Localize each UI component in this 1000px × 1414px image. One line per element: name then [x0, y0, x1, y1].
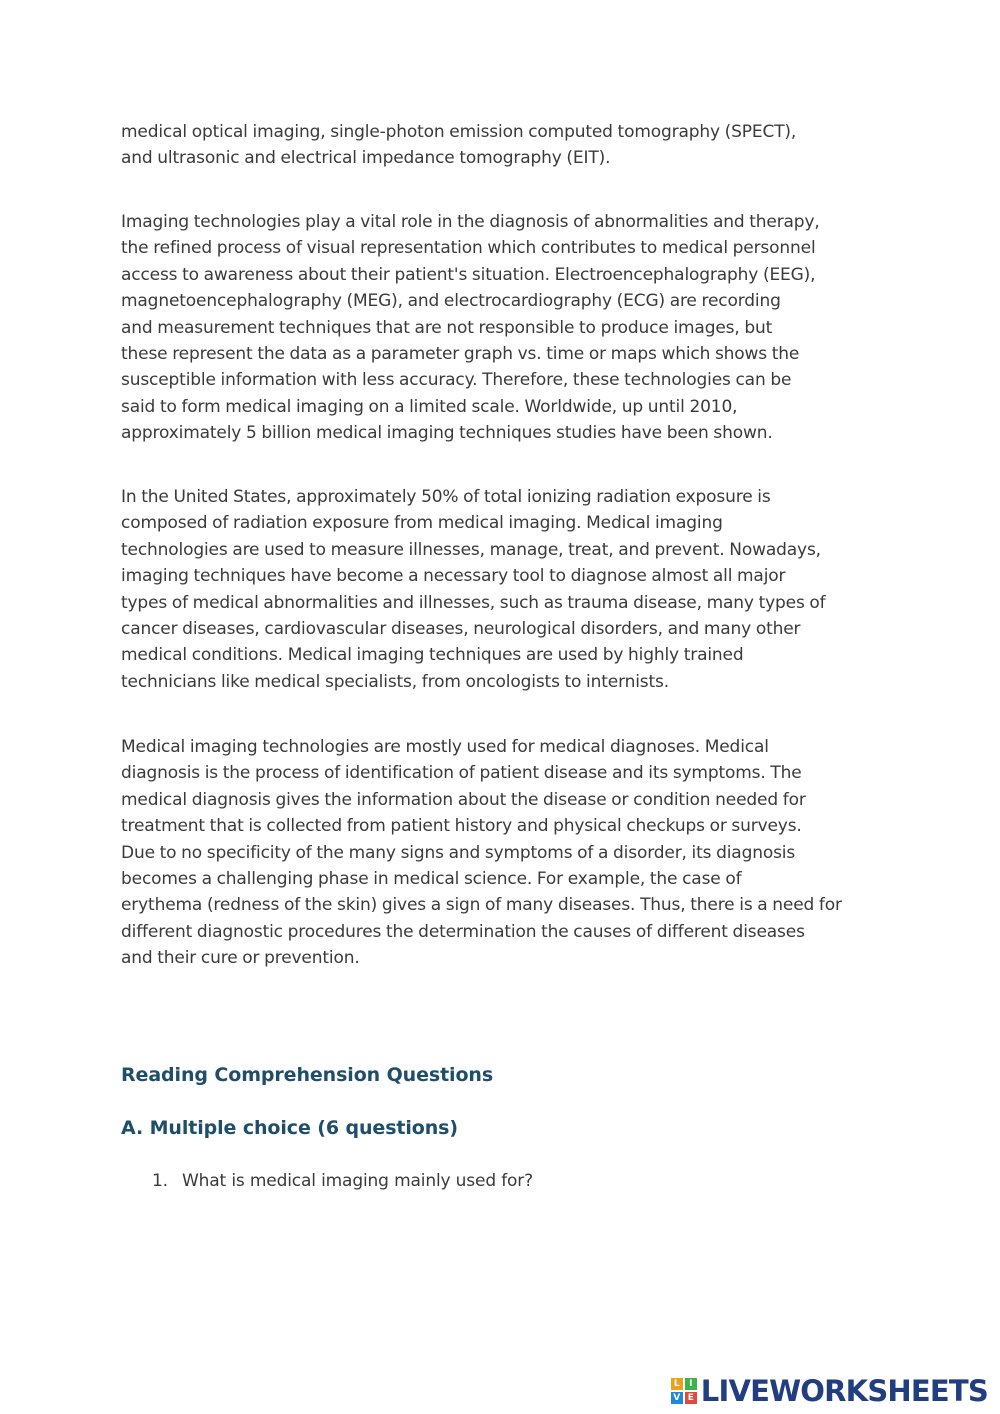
text-line: cancer diseases, cardiovascular diseases, neurological disorders, and many other: [121, 619, 801, 640]
paragraph-imaging-modalities: [121, 119, 891, 172]
text-line: Imaging technologies play a vital role in the diagnosis of abnormalities and therapy,: [121, 212, 820, 232]
text-line: the refined process of visual representation which contributes to medical personnel: [121, 238, 816, 259]
text-line: composed of radiation exposure from medical imaging. Medical imaging: [121, 513, 723, 534]
logo-block-e: E: [685, 1392, 697, 1404]
text-line: access to awareness about their patient's situation. Electroencephalography (EEG),: [121, 264, 816, 285]
text-line: imaging techniques have become a necessary tool to diagnose almost all major: [121, 566, 786, 587]
text-line: technicians like medical specialists, from oncologists to internists.: [121, 671, 669, 692]
text-line: and their cure or prevention.: [121, 948, 360, 969]
text-line: and ultrasonic and electrical impedance tomography (EIT).: [121, 148, 611, 169]
question-number: 1.: [152, 1171, 168, 1191]
subsection-heading: A. Multiple choice (6 questions): [121, 1117, 458, 1139]
text-line: and measurement techniques that are not responsible to produce images, but: [121, 317, 773, 338]
text-line: In the United States, approximately 50% of total ionizing radiation exposure is: [121, 487, 771, 507]
text-line: technologies are used to measure illnesses, manage, treat, and prevent. Nowadays,: [121, 539, 821, 560]
logo-block-l: L: [671, 1378, 683, 1390]
text-line: medical conditions. Medical imaging techniques are used by highly trained: [121, 645, 744, 666]
text-line: diagnosis is the process of identification of patient disease and its symptoms. The: [121, 763, 802, 784]
logo-blocks: [671, 1378, 697, 1404]
text-line: treatment that is collected from patient history and physical checkups or surveys.: [121, 816, 802, 837]
text-line: erythema (redness of the skin) gives a sign of many diseases. Thus, there is a need for: [121, 895, 842, 916]
text-line: different diagnostic procedures the determination the causes of different diseases: [121, 921, 805, 942]
text-line: said to form medical imaging on a limited scale. Worldwide, up until 2010,: [121, 396, 738, 417]
text-line: medical diagnosis gives the information about the disease or condition needed for: [121, 789, 806, 810]
text-line: types of medical abnormalities and illnesses, such as trauma disease, many types of: [121, 592, 826, 613]
logo-block-i: I: [685, 1378, 697, 1390]
logo-block-v: V: [671, 1392, 683, 1404]
section-heading: Reading Comprehension Questions: [121, 1064, 494, 1086]
paragraph-medical-diagnosis: [121, 734, 891, 972]
liveworksheets-logo: [671, 1374, 988, 1408]
paragraph-imaging-role: [121, 209, 891, 447]
question-text: What is medical imaging mainly used for?: [182, 1171, 534, 1191]
text-line: approximately 5 billion medical imaging techniques studies have been shown.: [121, 423, 773, 444]
text-line: these represent the data as a parameter graph vs. time or maps which shows the: [121, 344, 800, 365]
text-line: Medical imaging technologies are mostly used for medical diagnoses. Medical: [121, 737, 769, 757]
text-line: Due to no specificity of the many signs and symptoms of a disorder, its diagnosis: [121, 842, 796, 863]
text-line: susceptible information with less accuracy. Therefore, these technologies can be: [121, 370, 792, 391]
text-line: magnetoencephalography (MEG), and electrocardiography (ECG) are recording: [121, 291, 781, 312]
text-line: medical optical imaging, single-photon emission computed tomography (SPECT),: [121, 122, 797, 142]
paragraph-radiation-exposure: [121, 484, 891, 695]
text-line: becomes a challenging phase in medical science. For example, the case of: [121, 869, 742, 890]
question-number-wrapper: [121, 1168, 182, 1194]
question-item: [121, 1168, 533, 1194]
logo-text: LIVEWORKSHEETS: [700, 1374, 988, 1408]
